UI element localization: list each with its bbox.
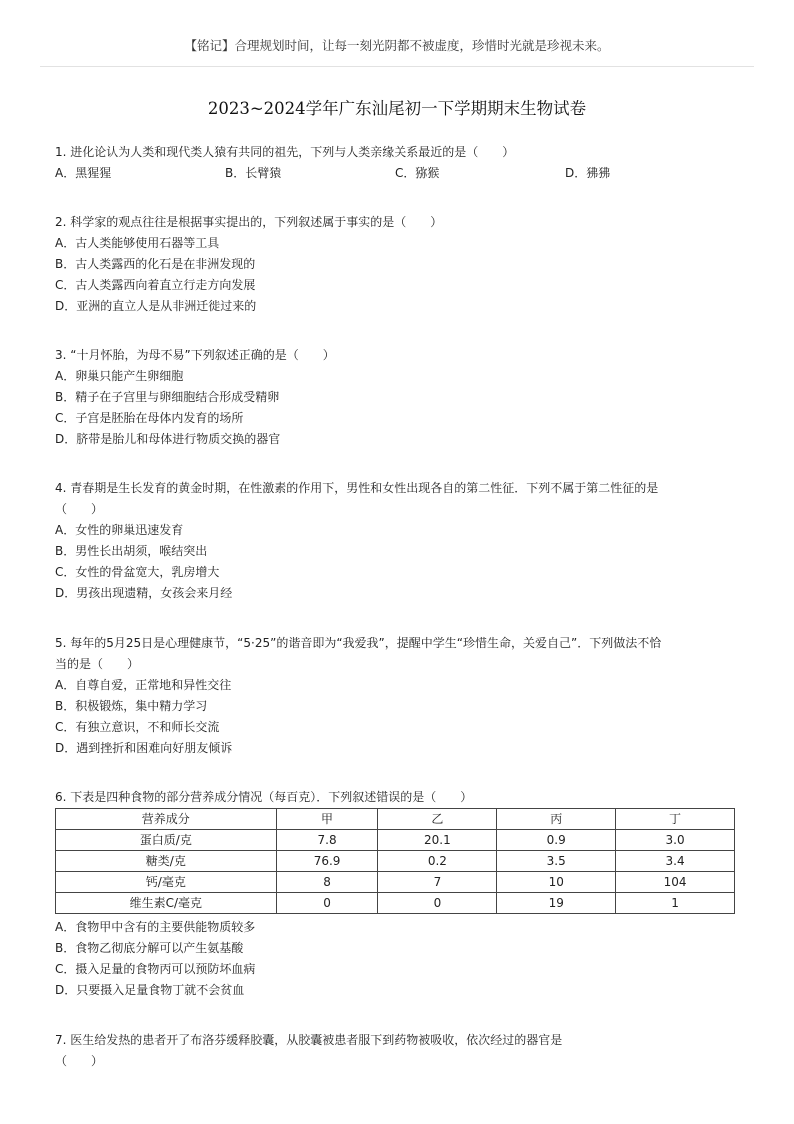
option-a: A．黑猩猩 xyxy=(55,166,112,180)
table-cell: 0.9 xyxy=(497,830,616,851)
table-header-cell: 乙 xyxy=(378,809,497,830)
options-row xyxy=(55,163,745,184)
table-cell: 3.4 xyxy=(616,851,735,872)
question-stem-line-2: （ ） xyxy=(55,1054,104,1068)
option-b: B．积极锻炼，集中精力学习 xyxy=(55,699,208,713)
question-stem-line-2: （ ） xyxy=(55,502,104,516)
option-c: C．有独立意识，不和师长交流 xyxy=(55,720,220,734)
table-cell: 10 xyxy=(497,872,616,893)
table-cell: 19 xyxy=(497,893,616,914)
table-cell: 3.5 xyxy=(497,851,616,872)
question-6-options xyxy=(55,917,745,1001)
option-c: C．子宫是胚胎在母体内发育的场所 xyxy=(55,411,244,425)
option-c: C．古人类露西向着直立行走方向发展 xyxy=(55,278,256,292)
question-stem-line-1: 7. 医生给发热的患者开了布洛芬缓释胶囊，从胶囊被患者服下到药物被吸收，依次经过的器官是 xyxy=(55,1033,563,1047)
question-stem-line-1: 5. 每年的5月25日是心理健康节，“5·25”的谐音即为“我爱我”，提醒中学生“珍惜生命，关爱自己”．下列做法不恰 xyxy=(55,636,662,650)
table-cell: 76.9 xyxy=(276,851,378,872)
table-cell: 104 xyxy=(616,872,735,893)
option-d: D．狒狒 xyxy=(565,166,611,180)
option-a: A．卵巢只能产生卵细胞 xyxy=(55,369,184,383)
question-1 xyxy=(55,142,745,184)
table-cell: 8 xyxy=(276,872,378,893)
table-cell: 1 xyxy=(616,893,735,914)
header-motto: 【铭记】合理规划时间，让每一刻光阴都不被虚度，珍惜时光就是珍视未来。 xyxy=(184,38,610,53)
question-stem-line-1: 4. 青春期是生长发育的黄金时期，在性激素的作用下，男性和女性出现各自的第二性征．下列不属于第二性征的是 xyxy=(55,481,659,495)
table-cell: 7 xyxy=(378,872,497,893)
table-cell: 3.0 xyxy=(616,830,735,851)
table-cell: 蛋白质/克 xyxy=(56,830,277,851)
option-d: D．只要摄入足量食物丁就不会贫血 xyxy=(55,983,245,997)
question-stem: 2. 科学家的观点往往是根据事实提出的，下列叙述属于事实的是（ ） xyxy=(55,215,443,229)
table-header-cell: 丁 xyxy=(616,809,735,830)
question-3 xyxy=(55,345,745,450)
option-b: B．长臂猿 xyxy=(225,166,282,180)
question-stem: 1. 进化论认为人类和现代类人猿有共同的祖先，下列与人类亲缘关系最近的是（ ） xyxy=(55,145,515,159)
table-cell: 糖类/克 xyxy=(56,851,277,872)
table-cell: 7.8 xyxy=(276,830,378,851)
table-cell: 钙/毫克 xyxy=(56,872,277,893)
option-c: C．女性的骨盆宽大，乳房增大 xyxy=(55,565,220,579)
option-a: A．自尊自爱，正常地和异性交往 xyxy=(55,678,232,692)
table-row xyxy=(56,851,735,872)
option-a: A．古人类能够使用石器等工具 xyxy=(55,236,220,250)
option-b: B．精子在子宫里与卵细胞结合形成受精卵 xyxy=(55,390,280,404)
table-cell: 0 xyxy=(276,893,378,914)
option-a: A．食物甲中含有的主要供能物质较多 xyxy=(55,920,256,934)
option-b: B．食物乙彻底分解可以产生氨基酸 xyxy=(55,941,244,955)
question-7 xyxy=(55,1030,745,1072)
option-a: A．女性的卵巢迅速发育 xyxy=(55,523,184,537)
question-stem: 3. “十月怀胎，为母不易”下列叙述正确的是（ ） xyxy=(55,348,335,362)
option-d: D．男孩出现遗精，女孩会来月经 xyxy=(55,586,233,600)
table-header-cell: 丙 xyxy=(497,809,616,830)
nutrition-table xyxy=(55,808,735,914)
table-cell: 20.1 xyxy=(378,830,497,851)
option-d: D．脐带是胎儿和母体进行物质交换的器官 xyxy=(55,432,281,446)
question-5 xyxy=(55,633,745,759)
option-d: D．遇到挫折和困难向好朋友倾诉 xyxy=(55,741,233,755)
option-c: C．猕猴 xyxy=(395,166,440,180)
option-b: B．古人类露西的化石是在非洲发现的 xyxy=(55,257,256,271)
option-c: C．摄入足量的食物丙可以预防坏血病 xyxy=(55,962,256,976)
table-cell: 0.2 xyxy=(378,851,497,872)
exam-title: 2023~2024学年广东汕尾初一下学期期末生物试卷 xyxy=(207,99,587,118)
option-b: B．男性长出胡须，喉结突出 xyxy=(55,544,208,558)
table-header-row xyxy=(56,809,735,830)
table-row xyxy=(56,893,735,914)
table-header-cell: 甲 xyxy=(276,809,378,830)
table-row xyxy=(56,872,735,893)
table-cell: 0 xyxy=(378,893,497,914)
table-row xyxy=(56,830,735,851)
question-2 xyxy=(55,212,745,317)
question-6-stem xyxy=(55,787,745,808)
table-cell: 维生素C/毫克 xyxy=(56,893,277,914)
table-header-cell: 营养成分 xyxy=(56,809,277,830)
header-divider xyxy=(40,66,754,67)
question-stem-line-2: 当的是（ ） xyxy=(55,657,140,671)
option-d: D．亚洲的直立人是从非洲迁徙过来的 xyxy=(55,299,257,313)
question-stem: 6. 下表是四种食物的部分营养成分情况（每百克）．下列叙述错误的是（ ） xyxy=(55,790,473,804)
question-4 xyxy=(55,478,745,604)
